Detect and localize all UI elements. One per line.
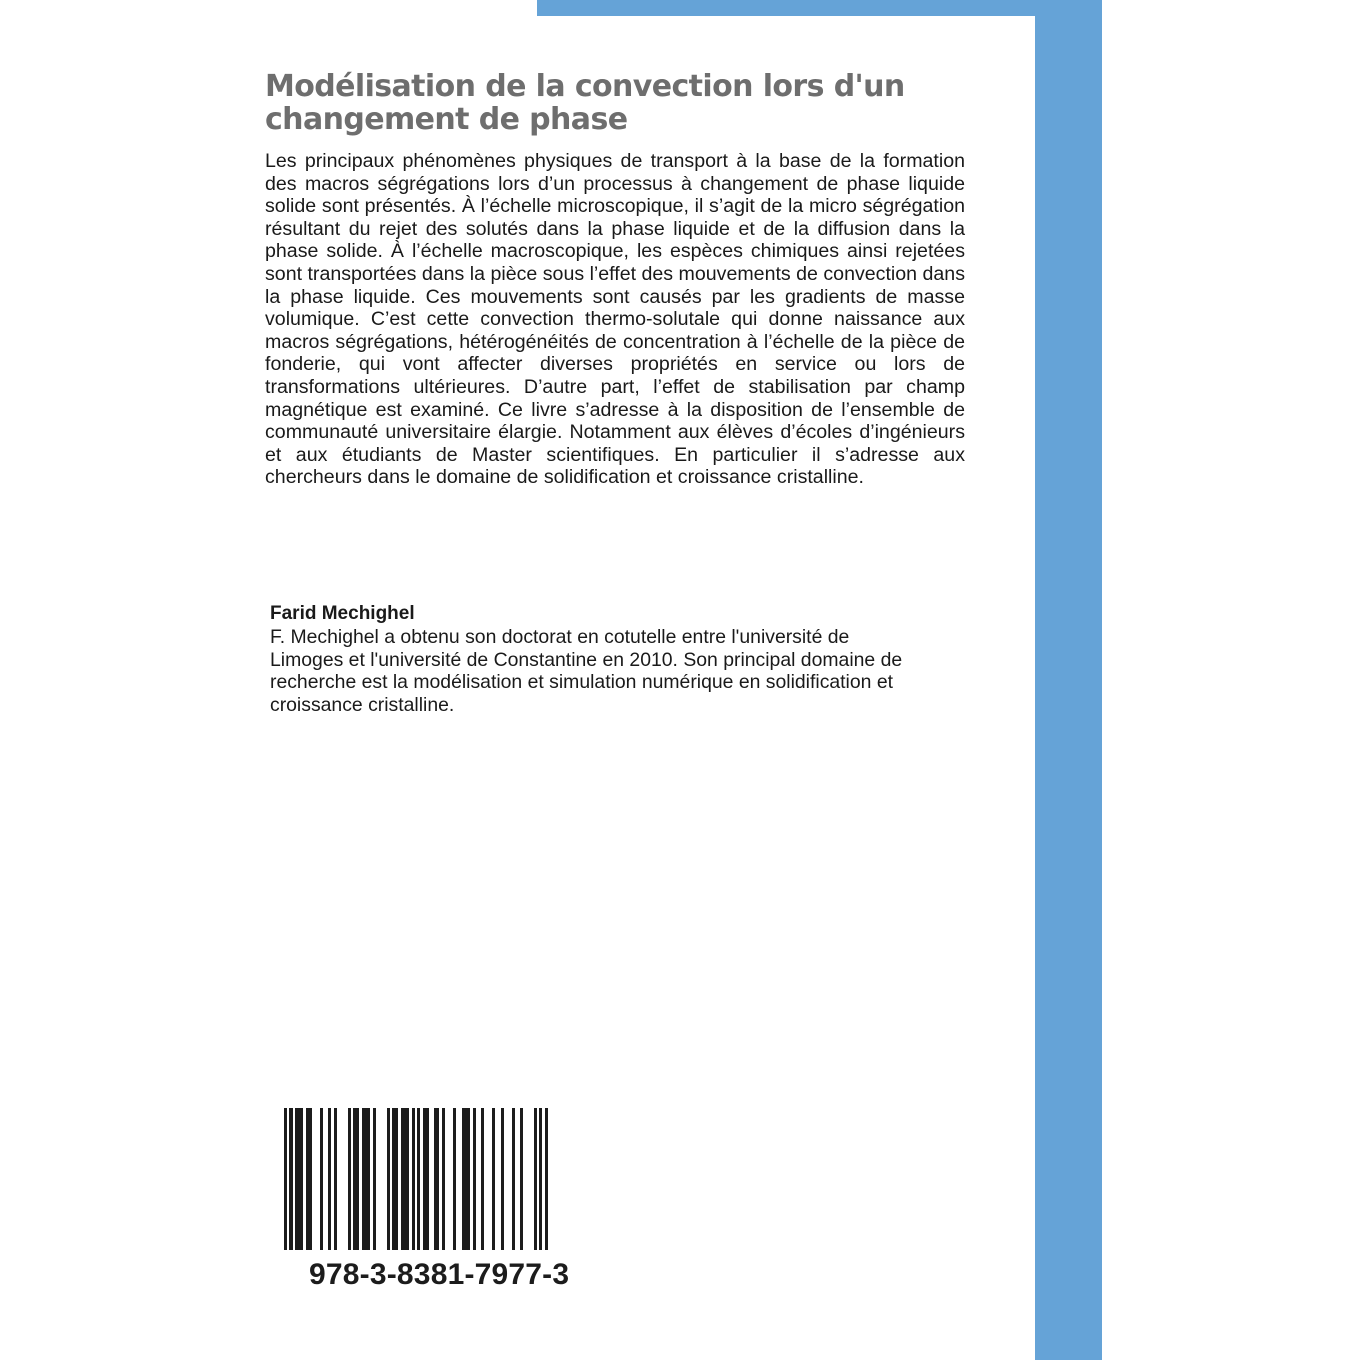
cover-accent-band-top — [537, 0, 1102, 16]
author-name: Farid Mechighel — [270, 603, 415, 624]
author-bio — [270, 626, 970, 716]
book-title — [265, 70, 1025, 136]
book-title-line-1: Modélisation de la convection lors d'un — [265, 69, 905, 104]
book-abstract: Les principaux phénomènes physiques de transport à la base de la formation des macros ségrégations lors d’un processus à changement de phase liquide solide sont présentés. À l’échelle microscopique, il s’agit de la micro ségrégation résultant du rejet des solutés dans la phase liquide et de la diffusion dans la phase solide. À l’échelle macroscopique, les espèces chimiques ainsi rejetées sont transportées dans la pièce sous l’effet des mouvements de convection dans la phase liquide. Ces mouvements sont causés par les gradients de masse volumique. C’est cette convection thermo-solutale qui donne naissance aux macros ségrégations, hétérogénéités de concentration à l’échelle de la pièce de fonderie, qui vont affecter diverses propriétés en service ou lors de transformations ultérieures. D’autre part, l’effet de stabilisation par champ magnétique est examiné. Ce livre s’adresse à la disposition de l’ensemble de communauté universitaire élargie. Notamment aux élèves d’écoles d’ingénieurs et aux étudiants de Master scientifiques. En particulier il s’adresse aux chercheurs dans le domaine de solidification et croissance cristalline. — [265, 150, 965, 489]
isbn-number: 978-3-8381-7977-3 — [309, 1258, 570, 1291]
cover-accent-band-spine — [1035, 0, 1102, 1360]
author-bio-line: F. Mechighel a obtenu son doctorat en cotutelle entre l'université de — [270, 626, 850, 648]
author-bio-line: Limoges et l'université de Constantine en 2010. Son principal domaine de — [270, 648, 903, 671]
author-bio-line: croissance cristalline. — [270, 693, 455, 716]
isbn-barcode — [270, 1108, 560, 1250]
author-bio-line: recherche est la modélisation et simulation numérique en solidification et — [270, 671, 893, 694]
book-title-line-2: changement de phase — [265, 102, 628, 137]
